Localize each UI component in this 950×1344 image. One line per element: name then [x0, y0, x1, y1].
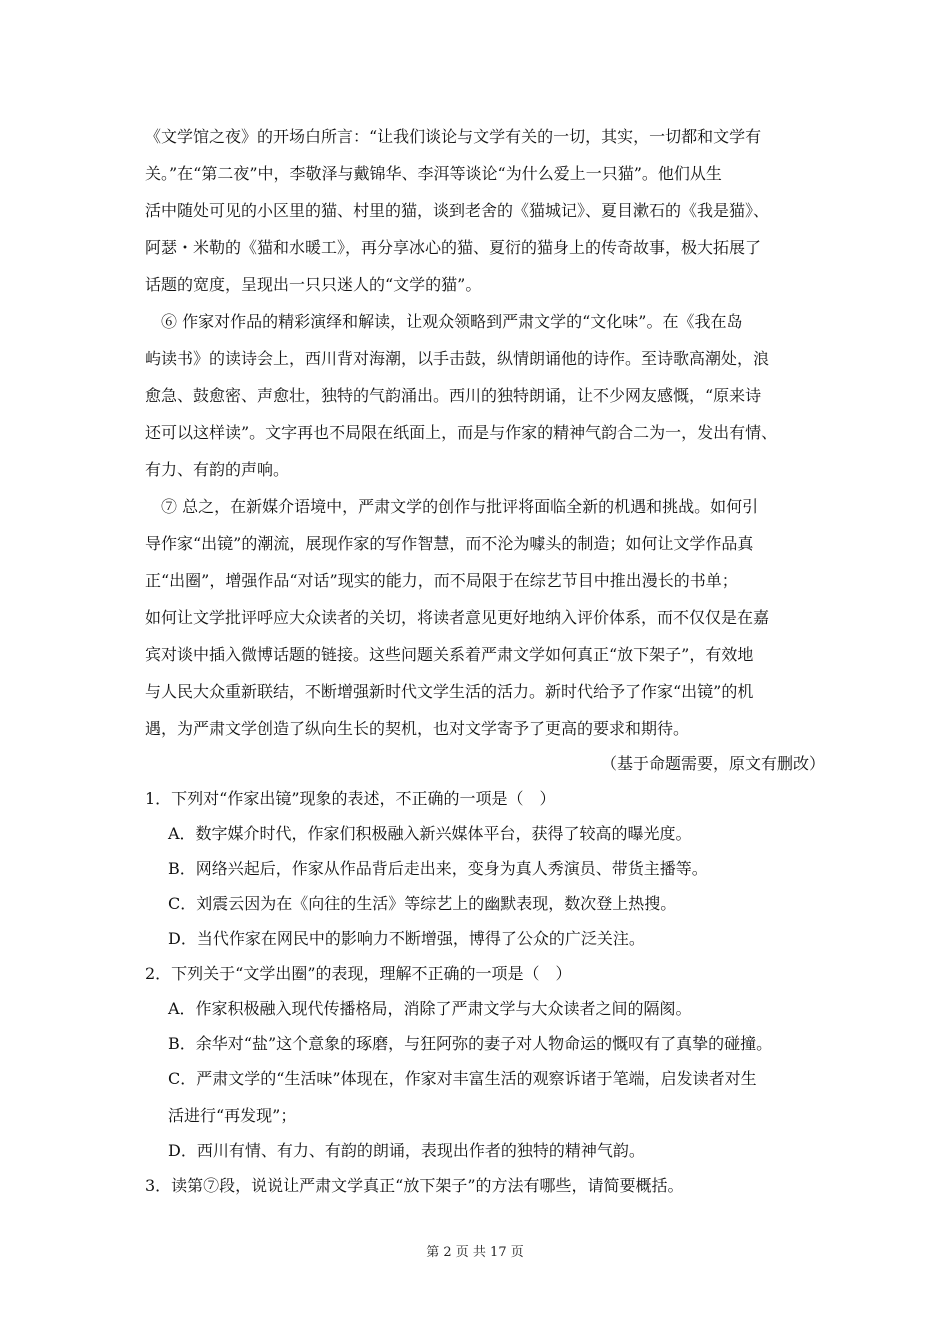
question-stem: 1．下列对“作家出镜”现象的表述，不正确的一项是（ ） [145, 789, 556, 808]
answer-option: B．余华对“盐”这个意象的琢磨，与狂阿弥的妻子对人物命运的慨叹有了真挚的碰撞。 [168, 1034, 773, 1053]
passage-line: 屿读书》的读诗会上，西川背对海潮，以手击鼓，纵情朗诵他的诗作。至诗歌高潮处，浪 [145, 349, 770, 368]
answer-option: A．作家积极融入现代传播格局，消除了严肃文学与大众读者之间的隔阂。 [168, 999, 692, 1018]
passage-line: 宾对谈中插入微博话题的链接。这些问题关系着严肃文学如何真正“放下架子”，有效地 [145, 645, 754, 664]
answer-option: B．网络兴起后，作家从作品背后走出来，变身为真人秀演员、带货主播等。 [168, 859, 708, 878]
passage-line: 遇，为严肃文学创造了纵向生长的契机，也对文学寄予了更高的要求和期待。 [145, 719, 690, 738]
passage-line: 如何让文学批评呼应大众读者的关切，将读者意见更好地纳入评价体系，而不仅仅是在嘉 [145, 608, 770, 627]
passage-line: 正“出圈”，增强作品“对话”现实的能力，而不局限于在综艺节目中推出漫长的书单； [145, 571, 738, 590]
answer-option: C．严肃文学的“生活味”体现在，作家对丰富生活的观察诉诸于笔端，启发读者对生 [168, 1069, 757, 1088]
answer-option: C．刘震云因为在《向往的生活》等综艺上的幽默表现，数次登上热搜。 [168, 894, 677, 913]
answer-option: D．西川有情、有力、有韵的朗诵，表现出作者的独特的精神气韵。 [168, 1141, 645, 1160]
question-stem: 2．下列关于“文学出圈”的表现，理解不正确的一项是（ ） [145, 964, 572, 983]
passage-line: ⑦ 总之，在新媒介语境中，严肃文学的创作与批评将面临全新的机遇和挑战。如何引 [145, 497, 759, 516]
page-number: 第 2 页 共 17 页 [426, 1245, 524, 1260]
answer-option: A．数字媒介时代，作家们积极融入新兴媒体平台，获得了较高的曝光度。 [168, 824, 692, 843]
passage-line: 愈急、鼓愈密、声愈壮，独特的气韵涌出。西川的独特朗诵，让不少网友感慨，“原来诗 [145, 386, 762, 405]
answer-option-continued: 活进行“再发现”； [168, 1106, 297, 1125]
passage-line: 话题的宽度，呈现出一只只迷人的“文学的猫”。 [145, 275, 482, 294]
source-note: （基于命题需要，原文有删改） [600, 754, 825, 773]
passage-line: 活中随处可见的小区里的猫、村里的猫，谈到老舍的《猫城记》、夏目漱石的《我是猫》、 [145, 201, 770, 220]
answer-option: D．当代作家在网民中的影响力不断增强，博得了公众的广泛关注。 [168, 929, 645, 948]
passage-line: 关。”在“第二夜”中，李敬泽与戴锦华、李洱等谈论“为什么爱上一只猫”。他们从生 [145, 164, 722, 183]
passage-line: 阿瑟・米勒的《猫和水暖工》，再分享冰心的猫、夏衍的猫身上的传奇故事，极大拓展了 [145, 238, 762, 257]
passage-line: 还可以这样读”。文字再也不局限在纸面上，而是与作家的精神气韵合二为一，发出有情、 [145, 423, 778, 442]
passage-line: 有力、有韵的声响。 [145, 460, 290, 479]
passage-line: 与人民大众重新联结，不断增强新时代文学生活的活力。新时代给予了作家“出镜”的机 [145, 682, 754, 701]
passage-line: ⑥ 作家对作品的精彩演绎和解读，让观众领略到严肃文学的“文化味”。在《我在岛 [145, 312, 743, 331]
passage-line: 导作家“出镜”的潮流，展现作家的写作智慧，而不沦为噱头的制造；如何让文学作品真 [145, 534, 754, 553]
question-stem: 3．读第⑦段，说说让严肃文学真正“放下架子”的方法有哪些，请简要概括。 [145, 1176, 684, 1195]
passage-line: 《文学馆之夜》的开场白所言：“让我们谈论与文学有关的一切，其实，一切都和文学有 [145, 127, 762, 146]
